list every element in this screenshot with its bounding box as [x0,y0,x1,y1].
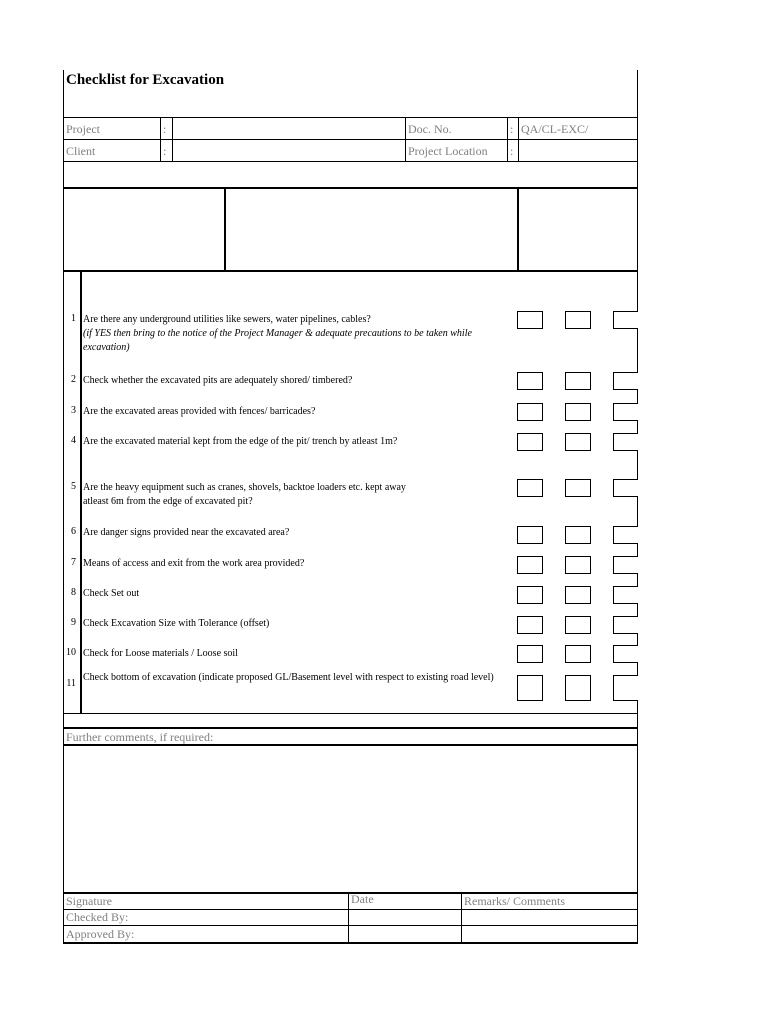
question-number: 7 [71,557,76,568]
checkbox[interactable] [517,616,543,634]
checkbox[interactable] [517,311,543,329]
question-text: Are danger signs provided near the excavated area? [83,527,290,538]
checkbox[interactable] [565,526,591,544]
question-number: 8 [71,587,76,598]
checkbox[interactable] [613,433,638,451]
checkbox[interactable] [613,675,638,701]
checkbox[interactable] [517,556,543,574]
question-number: 4 [71,435,76,446]
checkbox[interactable] [565,372,591,390]
checkbox[interactable] [565,479,591,497]
client-label: Client [66,144,96,158]
project-location-colon: : [510,144,514,158]
question-text: Check Excavation Size with Tolerance (offset) [83,618,270,629]
checkbox[interactable] [613,645,638,663]
checkbox[interactable] [613,526,638,544]
checkbox[interactable] [565,311,591,329]
checkbox[interactable] [565,403,591,421]
question-number: 3 [71,405,76,416]
frame-left [63,70,64,943]
checkbox[interactable] [517,403,543,421]
question-number: 6 [71,526,76,537]
question-text: Check bottom of excavation (indicate proposed GL/Basement level with respect to existing road level) [83,672,494,683]
doc-no-value[interactable]: QA/CL-EXC/ [521,122,589,136]
question-text: Are there any underground utilities like sewers, water pipelines, cables? (if YES then bring to the notice of the Project Manager & adequate precautions to be taken while excavation) [83,313,503,355]
project-location-field[interactable] [521,141,636,160]
comments-area[interactable] [65,747,636,890]
project-location-label: Project Location [408,144,488,158]
checkbox[interactable] [517,526,543,544]
checkbox[interactable] [565,433,591,451]
checkbox[interactable] [613,372,638,390]
checkbox[interactable] [613,479,638,497]
project-field[interactable] [174,119,404,138]
question-number: 9 [71,617,76,628]
checkbox[interactable] [517,675,543,701]
approved-by-label: Approved By: [66,927,135,941]
question-text: Check for Loose materials / Loose soil [83,648,238,659]
signature-label: Signature [66,894,112,908]
checkbox[interactable] [613,586,638,604]
checkbox[interactable] [565,586,591,604]
question-number: 2 [71,374,76,385]
checkbox[interactable] [517,372,543,390]
checkbox[interactable] [565,556,591,574]
doc-no-colon: : [510,122,514,136]
question-text: Are the excavated areas provided with fences/ barricades? [83,406,316,417]
client-field[interactable] [174,141,404,160]
question-number: 10 [66,647,76,658]
question-text: Check Set out [83,588,140,599]
page-title: Checklist for Excavation [66,72,225,88]
question-text: Means of access and exit from the work area provided? [83,558,305,569]
checkbox[interactable] [517,586,543,604]
question-number: 1 [71,313,76,324]
doc-no-label: Doc. No. [408,122,452,136]
checkbox[interactable] [613,403,638,421]
checkbox[interactable] [613,556,638,574]
checked-by-label: Checked By: [66,910,129,924]
checkbox[interactable] [565,675,591,701]
remarks-label: Remarks/ Comments [464,894,565,908]
date-label: Date [351,892,374,906]
checkbox[interactable] [613,311,638,329]
checkbox[interactable] [517,479,543,497]
question-text: Are the excavated material kept from the edge of the pit/ trench by atleast 1m? [83,436,398,447]
question-text: Are the heavy equipment such as cranes, shovels, backtoe loaders etc. kept away atleast 6m from the edge of excavated pit? [83,482,406,507]
project-colon: : [163,122,167,136]
project-label: Project [66,122,100,136]
checkbox[interactable] [565,616,591,634]
checkbox[interactable] [517,433,543,451]
question-number: 5 [71,481,76,492]
question-number: 11 [66,678,76,689]
checkbox[interactable] [613,616,638,634]
question-text: Check whether the excavated pits are adequately shored/ timbered? [83,375,353,386]
question-note: (if YES then bring to the notice of the Project Manager & adequate precautions to be taken while excavation) [83,328,472,353]
frame-right [637,70,638,943]
client-colon: : [163,144,167,158]
checkbox[interactable] [565,645,591,663]
comments-label: Further comments, if required: [66,730,214,744]
checkbox[interactable] [517,645,543,663]
